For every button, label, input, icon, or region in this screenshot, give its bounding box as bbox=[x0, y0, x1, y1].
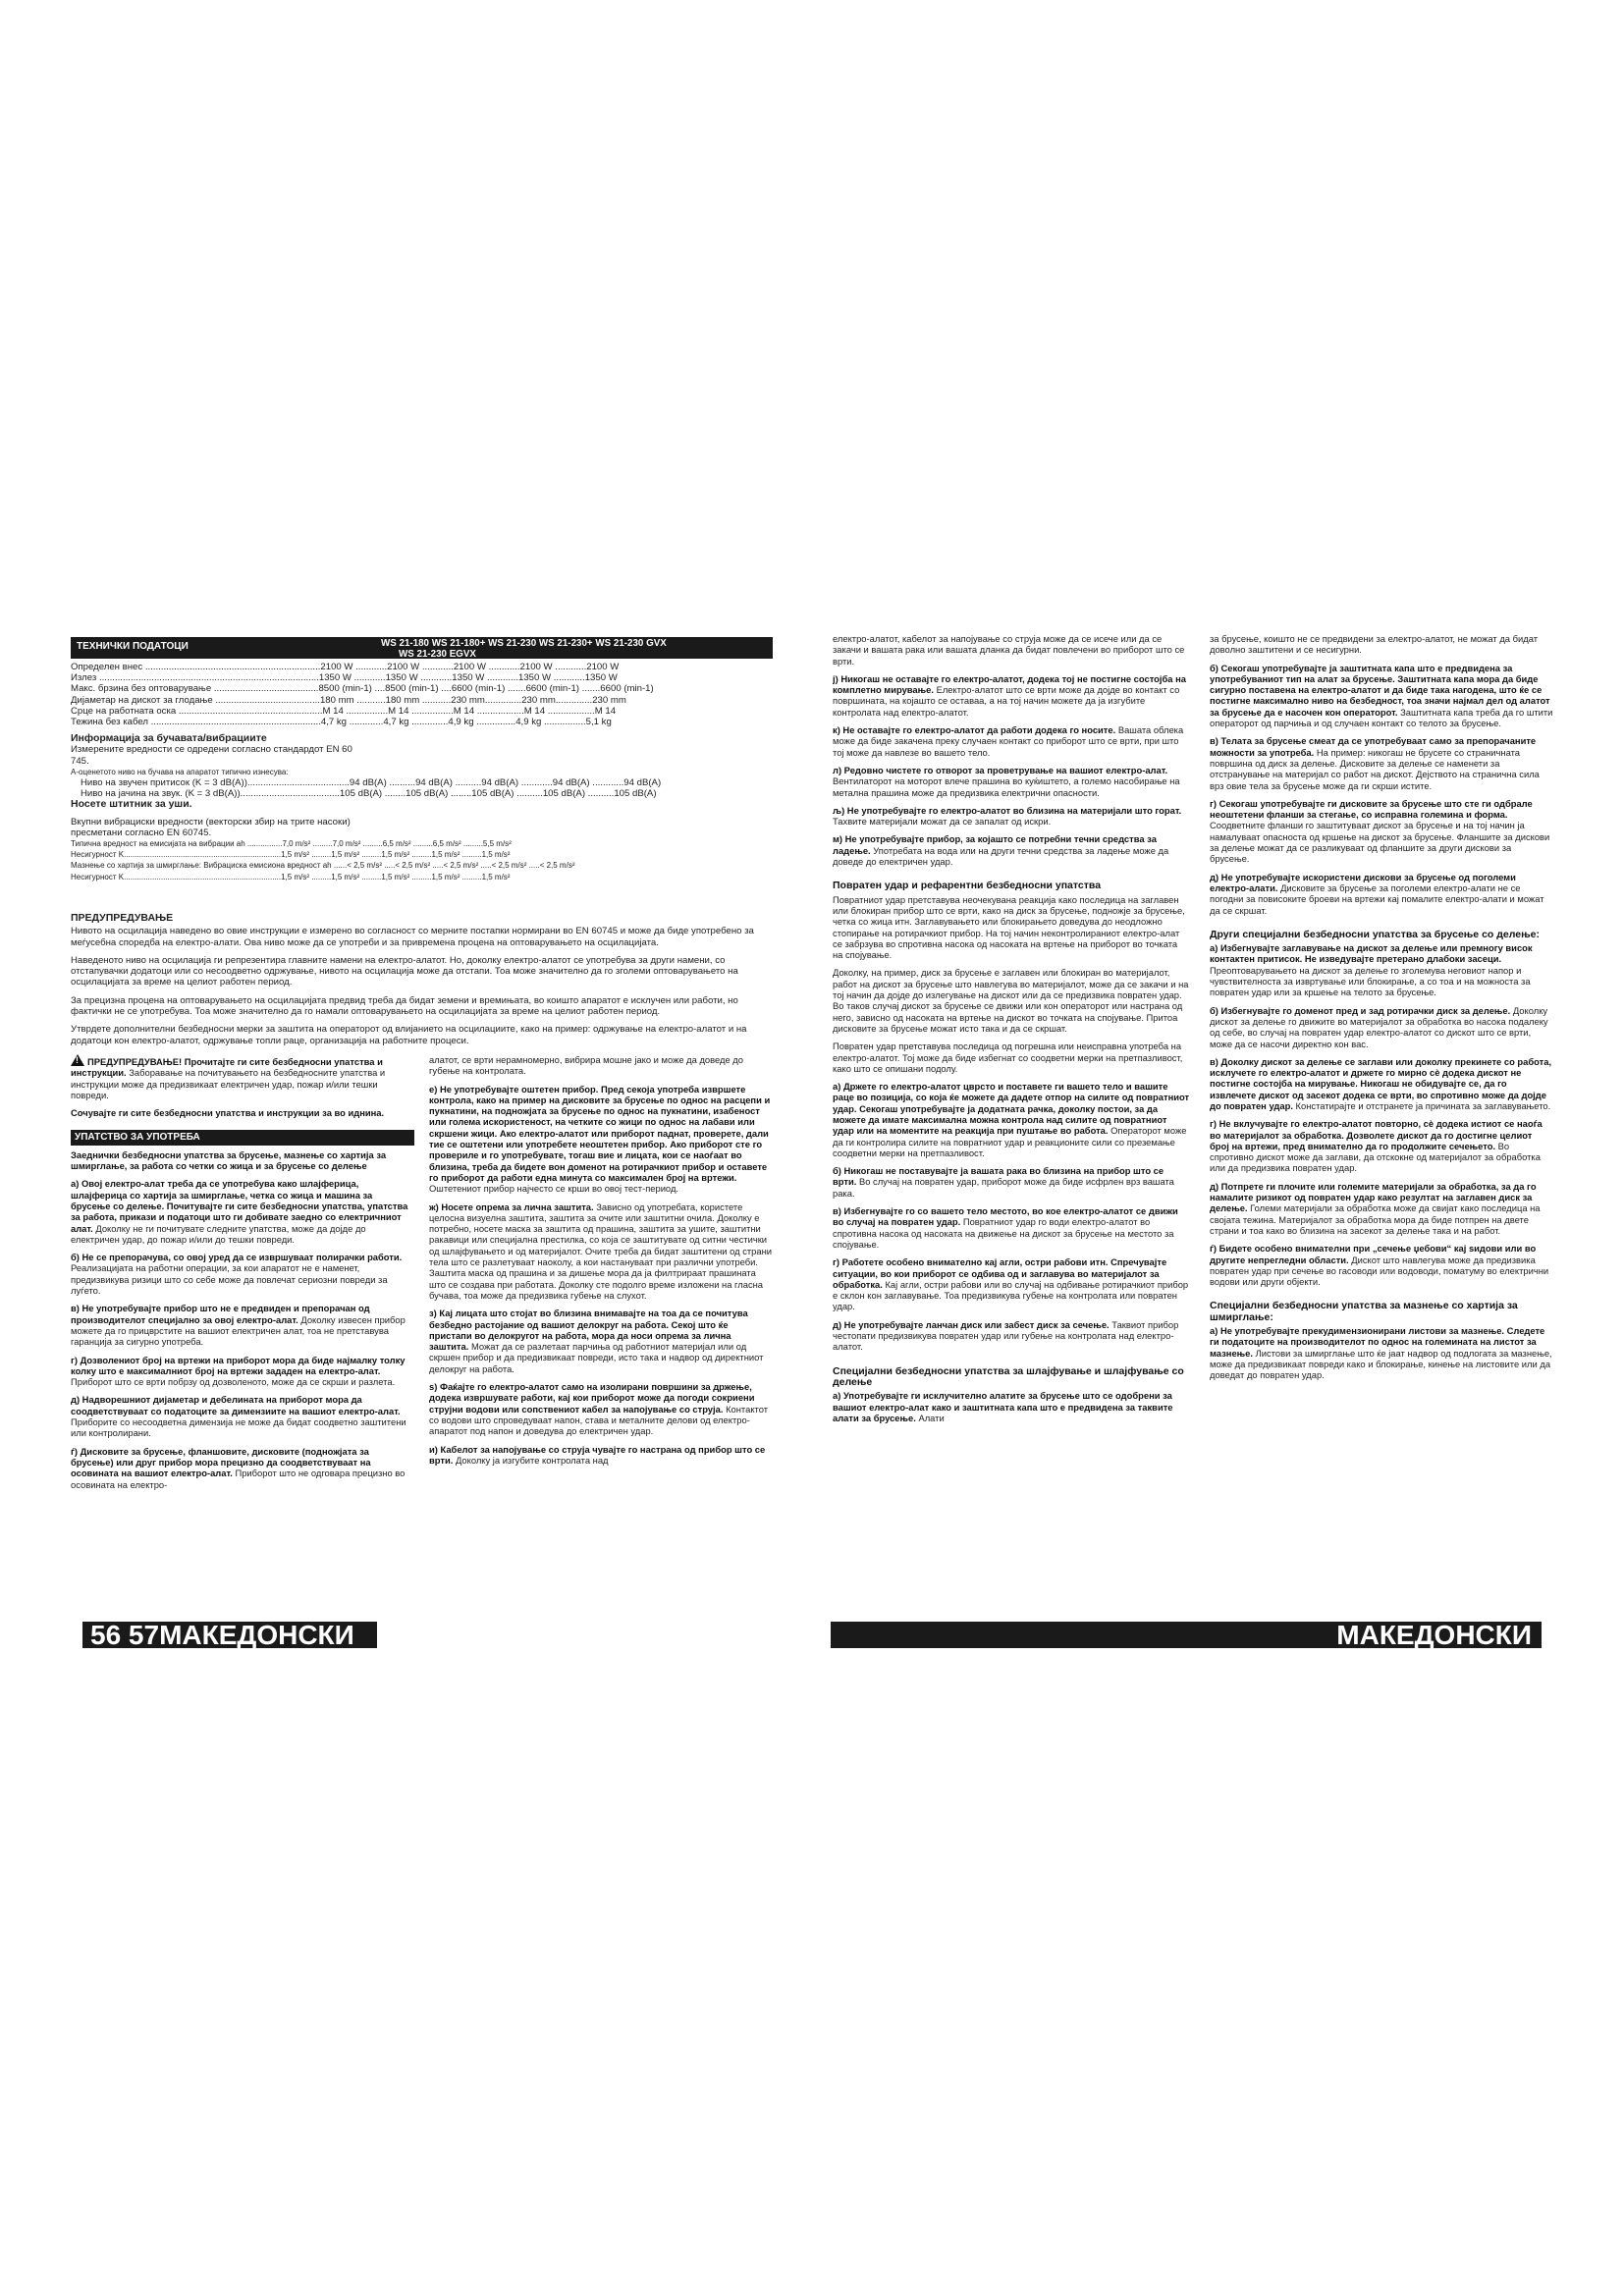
kickback-para: Повратен удар претставува последица од погрешна или неисправна употреба на електро-алатот. Тој може да биде избегнат со соодветни мерки на претпазливост, како што се опишани подолу. bbox=[833, 1041, 1183, 1074]
warning-para: За прецизна процена на оптоварувањето на осцилацијата предвид треба да бидат земени и времињата, во коишто апаратот е исклучен или работи, но фактички не се употребува. Тоа може значително да го намали оптоварувањето на осцилацијата за време на целиот работен период. bbox=[71, 994, 738, 1018]
spec-table bbox=[71, 662, 773, 882]
warning-para: Утврдете дополнителни безбедносни мерки за заштита на операторот од влијанието на осцилациите, како на пример: одржување на електро-алатот и на додатоци кон електро-алатот, одржување топли раце, организација на работните процеси. bbox=[71, 1024, 747, 1046]
spec-header-bar bbox=[71, 637, 773, 659]
list-item: и) Кабелот за напојување со струја чувајте го настрана од прибор што се врти. Доколку ја изгубите контролата над bbox=[429, 1443, 766, 1466]
spec-row: Срце на работната оска .......................................................M 14 ................M 14 ................M 14 ..................M 14 ..................M 14 bbox=[71, 705, 617, 717]
list-item: а) Не употребувајте прекудимензионирани листови за мазнење. Следете ги податоците на производителот по однос на големината на листот за мазнење. Листови за шмирглање што ќе јаат надвор од подлогата за мазнење, може да предизвикаат повреди како и блокирање, кинење на листовите или да доведат до повратен удар. bbox=[1210, 1325, 1552, 1381]
spec-row: Тежина без кабел .................................................................4,7 kg .............4,7 kg ..............4,9 kg ...............4,9 kg ................5,1 kg bbox=[71, 717, 612, 728]
list-item: а) Држете го електро-алатот цврсто и поставете ги вашето тело и вашите раце во позиција, со која ќе можете да дадете отпор на силите од повратниот удар. Секогаш употребувајте ја додатната рачка, доколку постои, за да можете да имате максимална можна контрола над силите од повратниот удар или на моментите на реакција при пуштање во работа. Операторот може да ги контролира силите на повратниот удар и реакционите сили со преземање соодветни мерки на претпазливост. bbox=[833, 1081, 1190, 1158]
list-item: в) Избегнувајте го со вашето тело местото, во кое електро-алатот се движи во случај на повратен удар. Повратниот удар го води електро-алатот во спротивна насока од насоката на движење на дискот за брусење на местото за спојување. bbox=[833, 1205, 1178, 1250]
list-item: з) Кај лицата што стојат во близина внимавајте на тоа да се почитува безбедно растојание од вашиот делокруг на работа. Секој што ќе пристапи во делокругот на работа, мора да носи опрема за лична заштита. Можат да се разлетаат парчиња од работниот материјал или од скршен прибор и да предизвикаат повреди, исто така и надвор од директниот делокруг на работа. bbox=[429, 1308, 764, 1374]
kickback-para: Повратниот удар претставува неочекувана реакција како последица на заглавен или блокиран прибор што се врти, како на диск за брусење, подножје за брусење, четка со жица итн. Заглавувањето или блокирањето доведува до неодложно стопирање на ротирачкиот прибор. На тој начин неконтролираниот електро-алат се забрзува во спротивна насока од насоката на вртење на приборот во точката на спојување. bbox=[833, 893, 1185, 961]
vib-row: Типична вредност на емисијата на вибрации ah ................7,0 m/s² .........7,0 m/s² .........6,5 m/s² .........6,5 m/s² .........5,5 m/s² bbox=[71, 839, 512, 849]
spec-row: Определен внес ...................................................................2100 W ............2100 W ............2100 W ............2100 W ............2100 W bbox=[71, 662, 620, 672]
noise-sub: А-оценетото ниво на бучава на апаратот типично изнесува: bbox=[71, 767, 289, 776]
list-item: ж) Носете опрема за лична заштита. Зависно од употребата, користете целосна визуелна заштита, заштита за очите или заштитни очила. Доколку е потребно, носете маска за заштита од прашина, заштита за ушите, заштитни ракавици или специјална престилка, со која се заштитувате од ситни честички од шлајфувањето и од материјалот. Очите треба да бидат заштитени од страни тела што се разлетуваат наоколу, а кои настануваат при различни употреби. Заштита маска од прашина и за дишење мора да ја филтрираат прашината што се создава при работата. Доколку сте подолго време изложени на гласна бучава, тоа може да предизвика губење на слухот. bbox=[429, 1201, 773, 1301]
spec-row: Макс. брзина без оптоварување ........................................8500 (min-1) ....8500 (min-1) ....6600 (min-1) .......6600 (min-1) .......6600 (min-1) bbox=[71, 683, 654, 695]
list-item: а) Избегнувајте заглавување на дискот за делење или премногу висок контактен притисок. Не изведувајте претерано длабоки засеци. Преоптоварувањето на дискот за делење го зголемува неговиот напор и чувствителноста за извртување или блокирање, а со тоа и на можноста за повратен удар или за кршење на телото за брусење. bbox=[1210, 942, 1533, 998]
list-item: д) Не употребувајте ланчан диск или забест диск за сечење. Таквиот прибор честопати предизвикува повратен удар или губење на контролата над електро-алатот. bbox=[833, 1318, 1179, 1353]
ear-protection: Носете штитник за уши. bbox=[71, 798, 192, 811]
list-item: л) Редовно чистете го отворот за проветрување на вашиот електро-алат. Вентилаторот на моторот влече прашина во куќиштето, а големо насобирање на метална прашина може да предизвика електрични опасности. bbox=[833, 764, 1180, 798]
vib-row: Несигурност K........................................................................1,5 m/s² .........1,5 m/s² .........1,5 m/s² .........1,5 m/s² .........1,5 m/s² bbox=[71, 872, 511, 881]
list-item: б) Никогаш не поставувајте ја вашата рака во близина на прибор што се врти. Во случај на повратен удар, приборот може да биде исфрлен врз вашата рака. bbox=[833, 1165, 1174, 1199]
spec-title: ТЕХНИЧКИ ПОДАТОЦИ bbox=[77, 641, 189, 652]
list-item: в) Доколку дискот за делење се заглави или доколку прекинете со работа, исклучете го електро-алатот и држете го мирно сè додека дискот не постигне состојба на мирување. Никогаш не обидувајте се, да го извлечете дискот од засекот додека се врти, во спротивно може да дојде до повратен удар. Констатирајте и отстранете ја причината за заглавувањето. bbox=[1210, 1055, 1552, 1111]
list-item: м) Не употребувајте прибор, за којашто се потребни течни средства за ладење. Употребата на вода или на други течни средства за ладење може да доведе до електричен удар. bbox=[833, 833, 1169, 868]
list-item: е) Не употребувајте оштетен прибор. Пред секоја употреба извршете контрола, како на пример на дисковите за брусење по однос на расцепи и пукнатини, на подножјата за брусење по однос на пукнатини, изабеност или голема искористеност, на четките со жици по однос на лабави или скршени жици. Ако електро-алатот или приборот паднат, проверете, дали тие се оштетени или употребете неоштетен прибор. Ако приборот сте го провериле и го употребувате, тогаш вие и лицата, кои се наоѓаат во близина, треба да бидете вон доменот на ротирачкиот прибор и оставете го приборот да работи една минута со максимален број на вртежи. Оштетениот прибор најчесто се крши во овој тест-период. bbox=[429, 1083, 771, 1195]
list-item: б) Избегнувајте го доменот пред и зад ротирачки диск за делење. Доколку дискот за делење го движите во материјалот за обработка во насока подалеку од себе, во случај на повратен удар електро-алатот со дискот што се врти, може да се насочи директно кон вас. bbox=[1210, 1004, 1548, 1049]
keep-instructions: Сочувајте ги сите безбедносни упатства и инструкции за во иднина. bbox=[71, 1107, 385, 1119]
warning-icon bbox=[71, 1054, 84, 1066]
list-item: г) Дозволениот број на вртежи на приборот мора да биде најмалку толку колку што е максималниот број на вртежи зададен на електро-алат. Приборот што се врти побрзу од дозволеното, може да се скрши и разлета. bbox=[71, 1354, 406, 1388]
cutting-title: Други специјални безбедносни упатства за брусење со делење: bbox=[1210, 928, 1540, 940]
list-item: д) Не употребувајте искористени дискови за брусење од поголеми електро-алати. Дисковите за брусење за поголеми електро-алати не се погодни за повисоките броеви на вртежи кај помалите електро-алати и можат да се скршат. bbox=[1210, 871, 1544, 916]
footer-left: 56 57МАКЕДОНСКИ bbox=[82, 1622, 377, 1648]
usage-title: УПАТСТВО ЗА УПОТРЕБА bbox=[71, 1130, 414, 1145]
vib-intro: Вкупни вибрациски вредности (векторски збир на трите насоки) пресметани согласно EN 60745. bbox=[71, 816, 351, 838]
list-item: г) Не вклучувајте го електро-алатот повторно, сè додека истиот се наоѓа во материјалот за обработка. Дозволете дискот да го достигне целиот број на вртежи, пред внимателно да го продолжите сечењето. Во спротивно дискот може да заглави, да отскокне од материјалот за обработка или да предизвика повратен удар. bbox=[1210, 1118, 1543, 1174]
list-item: в) Телата за брусење смеат да се употребуваат само за препорачаните можности за употреба. На пример: никогаш не брусете со страничната површина од диск за делење. Дисковите за делење се наменети за отстранување на материјал со работ на дискот. Дејството на страничнa сила врз овие тела за брусење може да ги скрши истите. bbox=[1210, 735, 1540, 791]
sanding-title: Специјални безбедносни упатства за мазнење со хартија за шмирглање: bbox=[1210, 1300, 1518, 1323]
list-item: ѓ) Бидете особено внимателни при „сечење џебови“ кај ѕидови или во другите непрегледни области. Дискот што навлегува може да предизвика повратен удар при сечење во гасоводи или водоводи, поматуму во електрични водови или други објекти. bbox=[1210, 1243, 1549, 1288]
noise-intro: Измерените вредности се одредени согласно стандардот EN 60 745. bbox=[71, 744, 352, 767]
spec-row: Дијаметар на дискот за глодање ........................................180 mm ...........180 mm ...........230 mm..............230 mm..............230 mm bbox=[71, 694, 626, 706]
column-2 bbox=[429, 1054, 773, 1614]
list-item: д) Надворешниот дијаметар и дебелината на приборот мора да соодветствуваат со податоците за димензиите на вашиот електро-алат. Приборите со несоодветна димензија не може да бидат соодветно заштитени или контролирани. bbox=[71, 1394, 406, 1439]
noise-row: Ниво на звучен притисок (K = 3 dB(A)).......................................94 dB(A) ..........94 dB(A) ..........94 dB(A) ............94 dB(A) ............94 dB(A) bbox=[81, 777, 662, 789]
column-1 bbox=[71, 1054, 414, 1614]
common-safety-title: Заеднички безбедносни упатства за брусење, мазнење со хартија за шмирглање, за работа со четки со жица и за брусење со делење bbox=[71, 1148, 387, 1172]
list-item: г) Секогаш употребувајте ги дисковите за брусење што сте ги одбрале неоштетени фланши за стегање, со исправна големина и форма. Соодветните фланши го заштитуваат дискот за брусење и на тој начин ја намалуваат опасноста од кршење на дискот за брусење. Фланшите за дискови за делење можат да се разликуваат од фланшите за други дискови за брусење. bbox=[1210, 797, 1550, 865]
safety-warning-bold: ПРЕДУПРЕДУВАЊЕ! Прочитајте ги сите безбедносни упатства и инструкции. bbox=[71, 1056, 383, 1079]
kickback-title: Повратен удар и рефарентни безбедносни упатства bbox=[833, 880, 1102, 892]
warning-para: Наведеното ниво на осцилација ги репрезентира главните намени на електро-алатот. Но, доколку електро-алатот се употребува за други намени, со отстапувачки додатоци или со несоодветно одржување, нивото на осцилација може да отстапи. Тоа може значително да го зголеми оптоварувањето на осцилацијата за време на целиот работен период. bbox=[71, 954, 738, 988]
list-item: ѓ) Дисковите за брусење, фланшовите, дисковите (подножјата за брусење) или друг прибор мора прецизно да соодветствуваат на осовината на вашиот електро-алат. Приборот што не одговара прецизно во осовината на електро- bbox=[71, 1445, 406, 1490]
kickback-para: Доколку, на пример, диск за брусење е заглавен или блокиран во материјалот, работ на дискот за брусење што навлегува во материјалот, може да се закачи и на тој начин да дојде до излегување на дискот или да се предизвика повратен удар. Во таков случај дискот за брусење се движи или кон операторот или настрана од него, зависно од насоката на вртење на дискот во точката на спојување. Притоа дисковите за брусење можат исто така и да се скршат. bbox=[833, 967, 1189, 1034]
spec-models-line2: WS 21-230 EGVX bbox=[399, 649, 476, 660]
vib-row: Несигурност K........................................................................1,5 m/s² .........1,5 m/s² .........1,5 m/s² .........1,5 m/s² .........1,5 m/s² bbox=[71, 850, 511, 860]
footer-right: МАКЕДОНСКИ bbox=[831, 1622, 1542, 1648]
list-item: а) Овој електро-алат треба да се употребува како шлајферица, шлајферица со хартија за шмирглање, четка со жица и машина за брусење со делење. Почитувајте ги сите безбедносни упатства, упатства за работа, прикази и податоци што ги добивате заедно со електричниот алат. Доколку не ги почитувате следните упатства, може да дојде до електричен удар, до пожар и/или до тешки повреди. bbox=[71, 1178, 408, 1245]
grinding-title: Специјални безбедносни упатства за шлајфување и шлајфување со делење bbox=[833, 1364, 1184, 1388]
continued-text: алатот, се врти нерамномерно, вибрира мошне јако и може да доведе до губење на контролата. bbox=[429, 1054, 743, 1077]
list-item: а) Употребувајте ги исклучително алатите за брусење што се одобрени за вашиот електро-алат како и заштитната капа што е предвидена за таквите алати за брусење. Алати bbox=[833, 1390, 1173, 1423]
list-item: љ) Не употребувајте го електро-алатот во близина на материјали што горат. Тахвите материјали можат да се запалат од искри. bbox=[833, 804, 1182, 828]
safety-warning-text: Заборавање на почитувањето на безбедносните упатства и инструкции може да предизвикаат електричен удар, пожар и/или тешки повреди. bbox=[71, 1067, 386, 1100]
warning-title: ПРЕДУПРЕДУВАЊЕ bbox=[71, 913, 174, 924]
list-item: б) Секогаш употребувајте ја заштитната капа што е предвидена за употребуваниот тип на алат за брусење. Заштитната капа мора да биде сигурно поставена на електро-алатот и да биде така нагодена, што ќе се постигне максимално ниво на безбедност, тоа значи најмал дел од алатот за брусење да е насочен кон операторот. Заштитната капа треба да го штити операторот од парчиња и од случаен контакт со телото за брусење. bbox=[1210, 662, 1553, 729]
continued-text: електро-алатот, кабелот за напојување со струја може да се исече или да се закачи и вашата рака или вашата дланка да бидат повлечени во приборот што се врти. bbox=[833, 633, 1185, 667]
list-item: к) Не оставајте го електро-алатот да работи додека го носите. Вашата облека може да биде закачена преку случаен контакт со приборот што се врти, при што тој може да навлезе во вашето тело. bbox=[833, 724, 1184, 758]
continued-text: за брусење, коишто не се предвидени за електро-алатот, не можат да бидат доволно заштитени и се несигурни. bbox=[1210, 633, 1538, 656]
list-item: г) Работете особено внимателно кај агли, остри рабови итн. Спречувајте ситуации, во кои приборот се одбива од и заглавува во материјалот за обработка. Кај агли, остри рабови или во случај на одбивање ротирачкиот прибор е склон кон заглавување. Тоа предизвикува губење на контролата или повратен удар. bbox=[833, 1256, 1189, 1312]
list-item: в) Не употребувајте прибор што не е предвиден и препорачан од производителот специјално за овој електро-алат. Доколку извесен прибор можете да го прицврстите на вашиот електричен алат, тоа не претставува гаранција за сигурно употреба. bbox=[71, 1303, 406, 1348]
list-item: б) Не се препорачува, со овој уред да се извршуваат полирачки работи. Реализацијата на работни операции, за кои апаратот не е наменет, предизвикува ризици што со себе може да повлечат сериозни повреди за луѓето. bbox=[71, 1252, 403, 1297]
warning-section bbox=[71, 913, 773, 1053]
column-4 bbox=[1210, 633, 1553, 1615]
list-item: д) Потпрете ги плочите или големите материјали за обработка, за да го намалите ризикот од повратен удар како резултат на заглавен диск за делење. Големи материјали за обработка може да свијат како последица на својата тежина. Материјалот за обработка мора да биде потпрен на двете страни и тоа како во близина на засекот за делење така и на работ. bbox=[1210, 1180, 1541, 1236]
noise-title: Информација за бучавата/вибрациите bbox=[71, 732, 267, 745]
warning-para: Нивото на осцилација наведено во овие инструкции е измерено во согласност со мерните постапки нормирани во EN 60745 и може да биде употребено за меѓусебна споредба на електро-алати. Ова ниво може да се употреби и за привремена процена на оптоварувањето на осцилацијата. bbox=[71, 926, 754, 948]
column-3 bbox=[833, 633, 1190, 1615]
spec-row: Излез ....................................................................................1350 W ............1350 W ............1350 W ............1350 W ............1350 W bbox=[71, 672, 618, 684]
list-item: ѕ) Фаќајте го електро-алатот само на изолирани површини за држење, додека извршувате работи, кај кои приборот може да погоди сокриени струјни водови или сопствениот кабел за напојување со струја. Контактот со водови што спроведуваат напон, става и металните делови од електро-апаратот под напон и доведува до електричен удар. bbox=[429, 1381, 769, 1437]
spec-models bbox=[381, 638, 667, 660]
vib-row: Мазнење со хартија за шмирглање: Вибрациска емисиона вредност ah ......< 2,5 m/s² .....< 2,5 m/s² .....< 2,5 m/s² .....< 2,5 m/s² .....< 2,5 m/s² bbox=[71, 861, 575, 871]
spec-models-line1: WS 21-180 WS 21-180+ WS 21-230 WS 21-230+ WS 21-230 GVX bbox=[381, 638, 667, 649]
list-item: ј) Никогаш не оставајте го електро-алатот, додека тој не постигне состојба на комплетно мирување. Електро-алатот што се врти може да дојде во контакт со површината, на којашто се оставаа, а на тој начин можете да ја изгубите контролата над електро-алатот. bbox=[833, 672, 1186, 718]
noise-row: Ниво на јачина на звук. (K = 3 dB(A))......................................105 dB(A) ........105 dB(A) ........105 dB(A) ..........105 dB(A) ..........105 dB(A) bbox=[81, 788, 657, 800]
